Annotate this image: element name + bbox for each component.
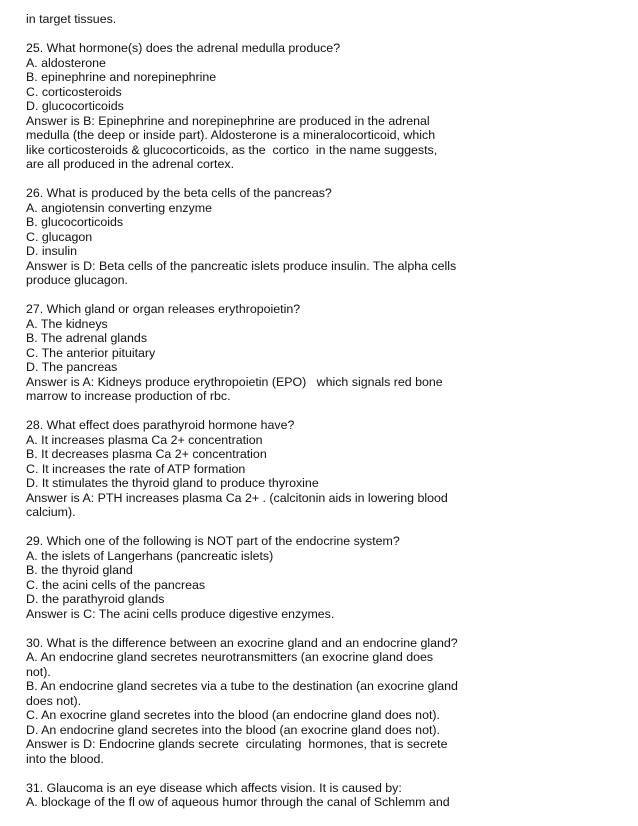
question-text: 30. What is the difference between an exocrine gland and an endocrine gland? [26, 635, 458, 650]
lead-text [26, 12, 626, 27]
question-text: 27. Which gland or organ releases erythropoietin? [26, 302, 301, 316]
option-d: D. The pancreas [26, 360, 118, 374]
option-b: B. It decreases plasma Ca 2+ concentration [26, 447, 267, 461]
answer-line: like corticosteroids & glucocorticoids, as the cortico in the name suggests, [26, 142, 438, 157]
option-b-continued: does not). [26, 693, 82, 708]
question-block-28 [26, 418, 626, 520]
answer-line: into the blood. [26, 751, 104, 766]
question-block-27 [26, 302, 626, 404]
option-b: B. epinephrine and norepinephrine [26, 70, 217, 84]
answer-line: Answer is A: Kidneys produce erythropoietin (EPO) which signals red bone [26, 374, 443, 389]
answer-line: Answer is D: Endocrine glands secrete circulating hormones, that is secrete [26, 737, 448, 751]
option-b: B. glucocorticoids [26, 215, 124, 229]
option-c: C. It increases the rate of ATP formation [26, 461, 246, 476]
option-b: B. An endocrine gland secretes via a tube to the destination (an exocrine gland [26, 679, 458, 693]
option-a: A. blockage of the fl ow of aqueous humor through the canal of Schlemm and [26, 795, 450, 809]
option-d: D. insulin [26, 244, 77, 258]
option-a: A. angiotensin converting enzyme [26, 200, 212, 215]
document-page [26, 12, 626, 810]
question-text: 31. Glaucoma is an eye disease which affects vision. It is caused by: [26, 780, 402, 795]
option-b: B. The adrenal glands [26, 331, 148, 345]
answer-line: produce glucagon. [26, 273, 128, 287]
question-text: 28. What effect does parathyroid hormone have? [26, 418, 295, 432]
answer-line: Answer is A: PTH increases plasma Ca 2+ . (calcitonin aids in lowering blood [26, 490, 448, 505]
option-a: A. aldosterone [26, 55, 106, 70]
question-block-26 [26, 186, 626, 288]
option-d: D. glucocorticoids [26, 99, 124, 113]
text-line: in target tissues. [26, 12, 117, 26]
option-a-continued: not). [26, 664, 51, 679]
option-c: C. An exocrine gland secretes into the blood (an endocrine gland does not). [26, 708, 440, 722]
answer-line: medulla (the deep or inside part). Aldosterone is a mineralocorticoid, which [26, 128, 436, 142]
option-a: A. The kidneys [26, 316, 108, 331]
question-block-30 [26, 636, 626, 767]
option-d: D. An endocrine gland secretes into the blood (an exocrine gland does not). [26, 722, 440, 737]
answer-line: marrow to increase production of rbc. [26, 389, 231, 403]
option-c: C. corticosteroids [26, 84, 122, 99]
answer-line: calcium). [26, 505, 76, 519]
option-a: A. An endocrine gland secretes neurotransmitters (an exocrine gland does [26, 650, 434, 664]
question-block-31 [26, 781, 626, 810]
option-a: A. It increases plasma Ca 2+ concentration [26, 432, 263, 447]
option-a: A. the islets of Langerhans (pancreatic islets) [26, 548, 274, 563]
option-c: C. glucagon [26, 229, 93, 244]
question-text: 26. What is produced by the beta cells of the pancreas? [26, 186, 332, 200]
answer-line: are all produced in the adrenal cortex. [26, 157, 235, 171]
option-d: D. the parathyroid glands [26, 592, 165, 606]
option-b: B. the thyroid gland [26, 563, 133, 577]
option-c: C. The anterior pituitary [26, 345, 156, 360]
question-block-25 [26, 41, 626, 172]
question-text: 25. What hormone(s) does the adrenal medulla produce? [26, 41, 341, 55]
question-block-29 [26, 534, 626, 621]
option-c: C. the acini cells of the pancreas [26, 577, 206, 592]
option-d: D. It stimulates the thyroid gland to produce thyroxine [26, 476, 319, 490]
answer-line: Answer is D: Beta cells of the pancreatic islets produce insulin. The alpha cells [26, 258, 457, 273]
question-text: 29. Which one of the following is NOT part of the endocrine system? [26, 534, 400, 548]
answer-line: Answer is C: The acini cells produce digestive enzymes. [26, 606, 335, 621]
answer-line: Answer is B: Epinephrine and norepinephrine are produced in the adrenal [26, 113, 430, 128]
